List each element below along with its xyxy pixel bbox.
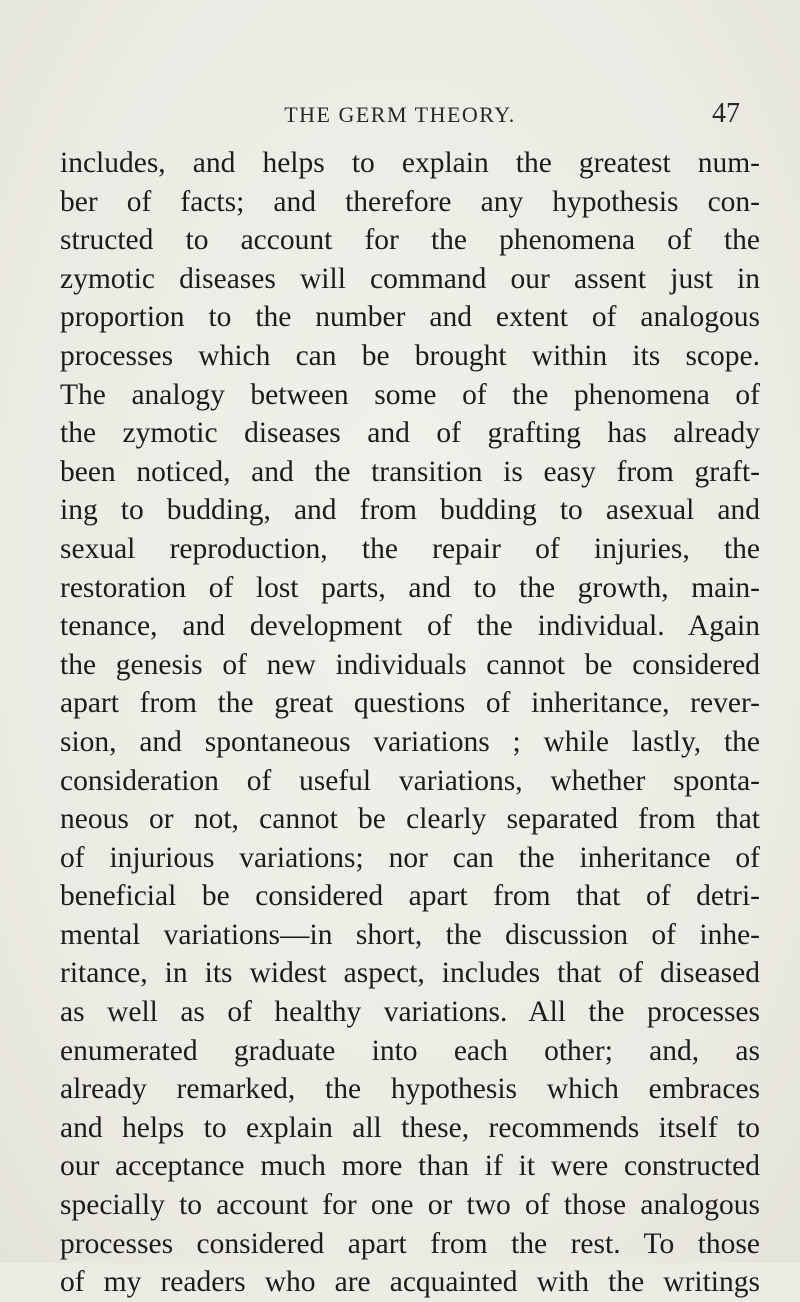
text-line: ritance, in its widest aspect, includes that of diseased [60,957,760,990]
text-line: processes considered apart from the rest. To those [60,1227,760,1260]
text-line: proportion to the number and extent of analogous [60,301,760,334]
page-number: 47 [712,98,740,129]
text-line: of injurious variations; nor can the inheritance of [60,841,760,874]
text-line: zymotic diseases will command our assent just in [60,262,760,295]
text-line: sion, and spontaneous variations ; while lastly, the [60,725,760,758]
text-line: includes, and helps to explain the greatest num- [60,147,760,179]
text-line: mental variations—in short, the discussion of inhe- [60,918,760,951]
text-line: beneficial be considered apart from that of detri- [60,880,760,913]
text-line: our acceptance much more than if it were constructed [60,1150,760,1183]
running-head [0,98,800,132]
text-line: The analogy between some of the phenomena of [60,378,760,411]
text-line: apart from the great questions of inheritance, rever- [60,687,760,720]
text-line: restoration of lost parts, and to the growth, main- [60,571,760,604]
text-line: of my readers who are acquainted with the writings [60,1266,760,1299]
text-line: neous or not, cannot be clearly separated from that [60,803,760,836]
text-line: the genesis of new individuals cannot be considered [60,648,760,681]
running-title: THE GERM THEORY. [284,102,516,127]
body-text [60,144,760,1302]
text-line: the zymotic diseases and of grafting has already [60,417,760,450]
text-line: processes which can be brought within its scope. [60,339,760,372]
text-line: as well as of healthy variations. All the processes [60,996,760,1029]
text-line: ber of facts; and therefore any hypothesis con- [60,185,760,218]
text-line: and helps to explain all these, recommends itself to [60,1111,760,1144]
text-line: been noticed, and the transition is easy from graft- [60,455,760,488]
text-line: already remarked, the hypothesis which embraces [60,1073,760,1106]
text-line: sexual reproduction, the repair of injuries, the [60,532,760,565]
text-line: consideration of useful variations, whether sponta- [60,764,760,797]
text-line: enumerated graduate into each other; and, as [60,1034,760,1067]
text-line: structed to account for the phenomena of the [60,224,760,257]
text-line: specially to account for one or two of those analogous [60,1189,760,1222]
text-line: ing to budding, and from budding to asexual and [60,494,760,527]
text-line: tenance, and development of the individual. Again [60,610,760,643]
